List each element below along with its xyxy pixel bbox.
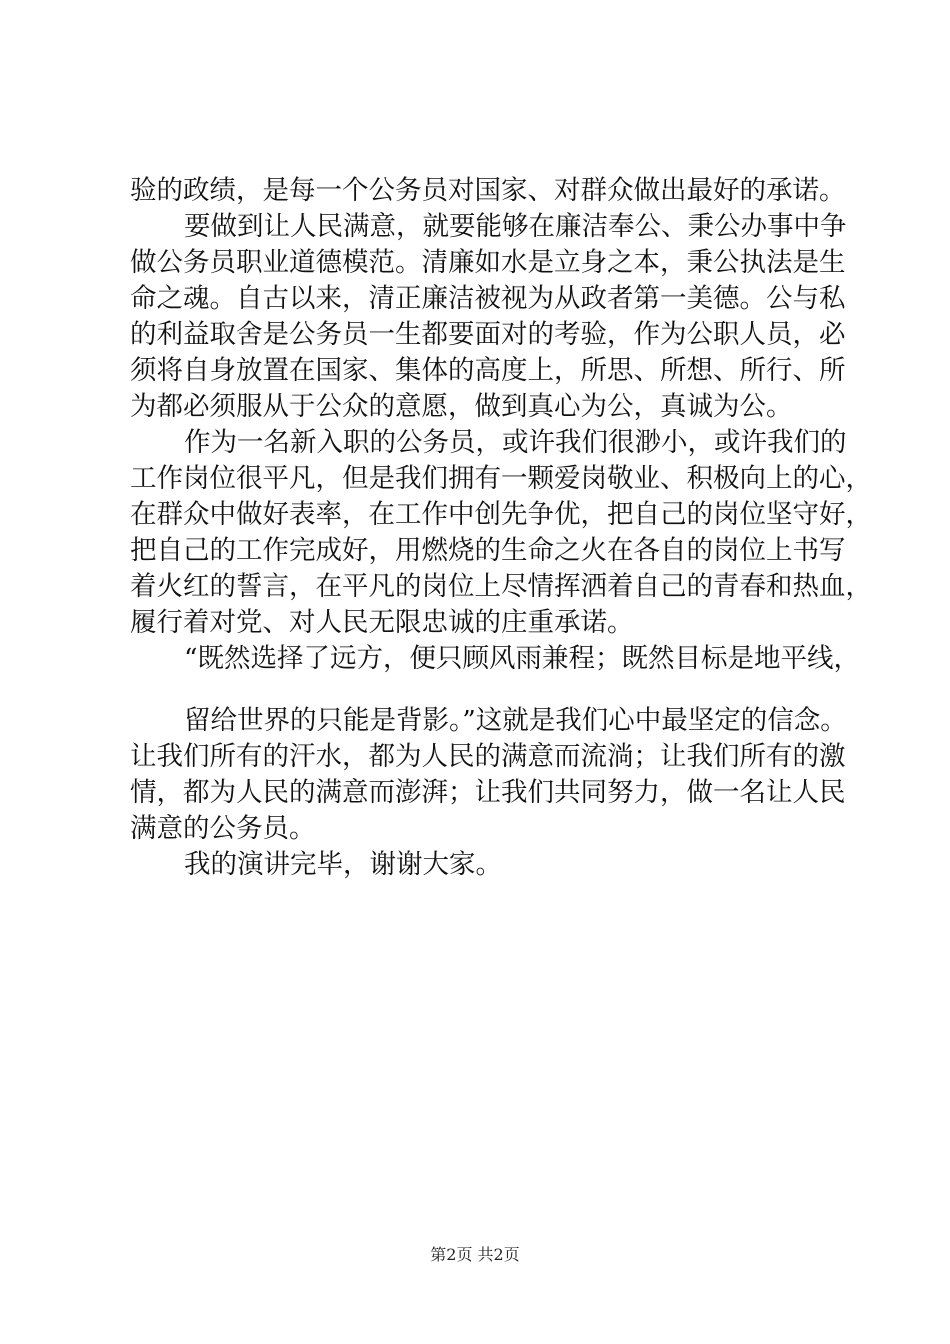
text-line: 验的政绩，是每一个公务员对国家、对群众做出最好的承诺。 [130,175,846,206]
text-line: 着火红的誓言，在平凡的岗位上尽情挥洒着自己的青春和热血， [130,571,872,602]
text-line: 命之魂。自古以来，清正廉洁被视为从政者第一美德。公与私 [130,283,846,314]
text-line: 让我们所有的汗水，都为人民的满意而流淌；让我们所有的激 [130,741,846,772]
text-line: 为都必须服从于公众的意愿，做到真心为公，真诚为公。 [130,391,793,422]
page-number-footer: 第2页 共2页 [430,1245,520,1264]
text-line: 的利益取舍是公务员一生都要面对的考验，作为公职人员，必 [130,319,846,350]
text-line: 我的演讲完毕，谢谢大家。 [184,849,502,880]
text-line: 留给世界的只能是背影。”这就是我们心中最坚定的信念。 [184,705,847,736]
text-line: 满意的公务员。 [130,813,316,844]
text-line: 情，都为人民的满意而澎湃；让我们共同努力，做一名让人民 [130,777,846,808]
text-line: 工作岗位很平凡，但是我们拥有一颗爱岗敬业、积极向上的心， [130,463,872,494]
text-line: 履行着对党、对人民无限忠诚的庄重承诺。 [130,607,634,638]
text-line: 做公务员职业道德模范。清廉如水是立身之本，秉公执法是生 [130,247,846,278]
text-line: 在群众中做好表率，在工作中创先争优，把自己的岗位坚守好， [130,499,872,530]
text-line: 须将自身放置在国家、集体的高度上，所思、所想、所行、所 [130,355,846,386]
text-line: 作为一名新入职的公务员，或许我们很渺小，或许我们的 [184,427,847,458]
text-line: 要做到让人民满意，就要能够在廉洁奉公、秉公办事中争 [184,211,847,242]
text-line: “既然选择了远方，便只顾风雨兼程；既然目标是地平线， [184,643,861,674]
text-line: 把自己的工作完成好，用燃烧的生命之火在各自的岗位上书写 [130,535,846,566]
